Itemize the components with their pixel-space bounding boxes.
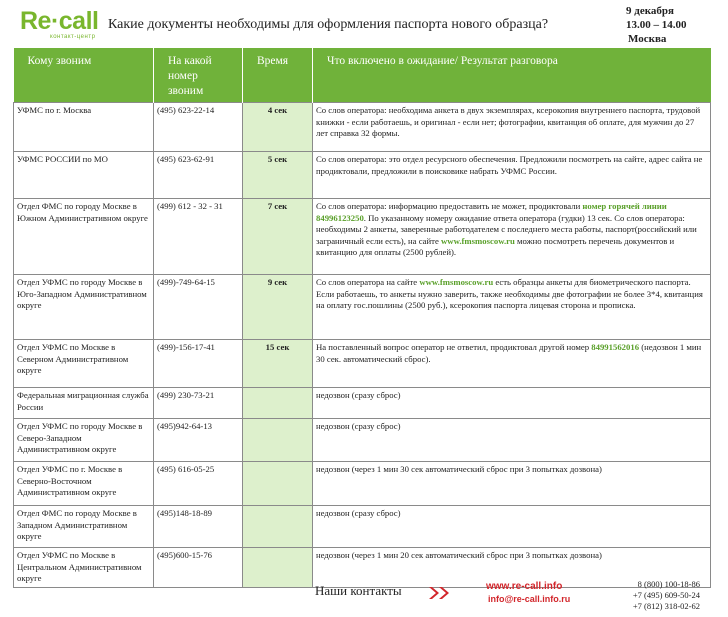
phone-cell: (495)942-64-13 bbox=[154, 419, 243, 462]
table-row bbox=[14, 548, 711, 588]
phone-cell: (495) 623-62-91 bbox=[154, 152, 243, 199]
result-text: Со слов оператора: информацию предоставить не может, продиктовали bbox=[316, 201, 583, 211]
time-cell bbox=[243, 419, 313, 462]
result-text: . По указанному номеру ожидание ответа оператора (гудки) 13 сек. Со слов оператора: необходимы 2 анкеты, заверенные работодателем с последнего места работы, паспорт(российский или заграничный если есть), на сайте bbox=[316, 212, 697, 246]
date-block bbox=[626, 4, 687, 46]
header-result: Что включено в ожидание/ Результат разговора bbox=[313, 48, 711, 103]
result-cell bbox=[313, 506, 711, 548]
time-cell bbox=[243, 506, 313, 548]
org-name-cell: Отдел УФМС по городу Москве в Юго-Западном Административном округе bbox=[14, 275, 154, 340]
table-row bbox=[14, 419, 711, 462]
table-row bbox=[14, 152, 711, 199]
header-number: На какой номер звоним bbox=[154, 48, 243, 103]
phone-cell: (499) 230-73-21 bbox=[154, 388, 243, 419]
result-text: недозвон (сразу сброс) bbox=[316, 421, 401, 431]
logo-text: Re·call bbox=[20, 7, 99, 35]
table-row bbox=[14, 199, 711, 275]
org-name-cell: Отдел УФМС по Москве в Северном Административном округе bbox=[14, 340, 154, 388]
page-title: Какие документы необходимы для оформления паспорта нового образца? bbox=[108, 17, 549, 32]
result-text: Со слов оператора: это отдел ресурсного обеспечения. Предложили посмотреть на сайте, адрес сайта не продиктовали, предложили в поисковике набрать УФМС России. bbox=[316, 154, 703, 176]
org-name-cell: Отдел УФМС по Москве в Центральном Административном округе bbox=[14, 548, 154, 588]
footer-phones bbox=[620, 579, 700, 612]
highlighted-text: 84991562016 bbox=[591, 342, 640, 352]
logo-subtitle: контакт-центр bbox=[50, 34, 96, 40]
result-cell bbox=[313, 340, 711, 388]
org-name-cell: Отдел ФМС по городу Москве в Южном Административном округе bbox=[14, 199, 154, 275]
date-city: Москва bbox=[628, 33, 667, 45]
footer-phone: +7 (495) 609-50-24 bbox=[632, 590, 700, 600]
time-cell: 7 сек bbox=[243, 199, 313, 275]
org-name-cell: Отдел УФМС по г. Москве в Северно-Восточном Административном округе bbox=[14, 462, 154, 506]
time-cell: 4 сек bbox=[243, 103, 313, 152]
table-body bbox=[14, 103, 711, 588]
phone-cell: (495) 616-05-25 bbox=[154, 462, 243, 506]
phone-cell: (499)-156-17-41 bbox=[154, 340, 243, 388]
result-cell bbox=[313, 199, 711, 275]
table-row bbox=[14, 103, 711, 152]
result-text: есть образцы анкеты для биометрического паспорта. Если работаешь, то анкеты нужно заверить, также необходимы две фотографии не более 3*4, квитанция на оплату гос.пошлины (2500 руб.), ксерокопия паспорта лицевая сторона и прописка. bbox=[316, 277, 703, 310]
date-time: 13.00 – 14.00 bbox=[626, 19, 687, 31]
double-chevron-right-icon bbox=[428, 586, 452, 600]
result-cell bbox=[313, 275, 711, 340]
result-text: Со слов оператора: необходима анкета в двух экземплярах, ксерокопия внутреннего паспорта, трудовой книжки - если работаешь, и оригинал - если нет; фотографии, квитанция об оплате, для мужчин до 27 лет справка 32 формы. bbox=[316, 105, 701, 138]
time-cell: 15 сек bbox=[243, 340, 313, 388]
org-name-cell: УФМС по г. Москва bbox=[14, 103, 154, 152]
phone-cell: (499) 612 - 32 - 31 bbox=[154, 199, 243, 275]
phone-cell: (495)148-18-89 bbox=[154, 506, 243, 548]
phone-cell: (495) 623-22-14 bbox=[154, 103, 243, 152]
result-text: можно посмотреть перечень документов и квитанцию для оплаты (2500 рублей). bbox=[316, 235, 675, 257]
result-text: Со слов оператора на сайте bbox=[316, 277, 420, 287]
time-cell bbox=[243, 462, 313, 506]
result-cell bbox=[313, 419, 711, 462]
phone-cell: (499)-749-64-15 bbox=[154, 275, 243, 340]
time-cell bbox=[243, 548, 313, 588]
table-row bbox=[14, 275, 711, 340]
footer-website-link[interactable]: www.re-call.info bbox=[486, 581, 563, 592]
table-header-row bbox=[14, 48, 711, 103]
calls-table bbox=[13, 48, 711, 588]
highlighted-text: www.fmsmoscow.ru bbox=[419, 277, 494, 287]
footer-web bbox=[486, 581, 570, 605]
result-text: На поставленный вопрос оператор не ответил, продиктовал другой номер bbox=[316, 342, 592, 352]
result-text: недозвон (сразу сброс) bbox=[316, 390, 401, 400]
date-day: 9 декабря bbox=[626, 5, 674, 17]
org-name-cell: Отдел УФМС по городу Москве в Северо-Западном Административном округе bbox=[14, 419, 154, 462]
footer-email-link[interactable]: info@re-call.info.ru bbox=[488, 594, 571, 604]
table-row bbox=[14, 388, 711, 419]
table-row bbox=[14, 462, 711, 506]
footer-phone: +7 (812) 318-02-62 bbox=[632, 601, 700, 611]
result-text: недозвон (через 1 мин 30 сек автоматический сброс при 3 попытках дозвона) bbox=[316, 464, 602, 474]
result-cell bbox=[313, 388, 711, 419]
org-name-cell: УФМС РОССИИ по МО bbox=[14, 152, 154, 199]
table-row bbox=[14, 340, 711, 388]
highlighted-text: номер горячей линии 84996123250 bbox=[316, 201, 667, 223]
phone-cell: (495)600-15-76 bbox=[154, 548, 243, 588]
org-name-cell: Отдел ФМС по городу Москве в Западном Административном округе bbox=[14, 506, 154, 548]
table-row bbox=[14, 506, 711, 548]
recall-logo bbox=[20, 8, 98, 40]
header-time: Время bbox=[243, 48, 313, 103]
result-cell bbox=[313, 103, 711, 152]
org-name-cell: Федеральная миграционная служба России bbox=[14, 388, 154, 419]
result-text: (недозвон 1 мин 30 сек. автоматический сброс). bbox=[316, 342, 702, 364]
result-text: недозвон (через 1 мин 20 сек автоматический сброс при 3 попытках дозвона) bbox=[316, 550, 602, 560]
header-whom: Кому звоним bbox=[14, 48, 154, 103]
result-text: недозвон (сразу сброс) bbox=[316, 508, 401, 518]
time-cell: 5 сек bbox=[243, 152, 313, 199]
time-cell: 9 сек bbox=[243, 275, 313, 340]
footer-phone: 8 (800) 100-18-86 bbox=[637, 579, 700, 589]
result-cell bbox=[313, 152, 711, 199]
highlighted-text: www.fmsmoscow.ru bbox=[441, 235, 515, 246]
time-cell bbox=[243, 388, 313, 419]
footer-contacts-label: Наши контакты bbox=[315, 583, 402, 598]
result-cell bbox=[313, 462, 711, 506]
